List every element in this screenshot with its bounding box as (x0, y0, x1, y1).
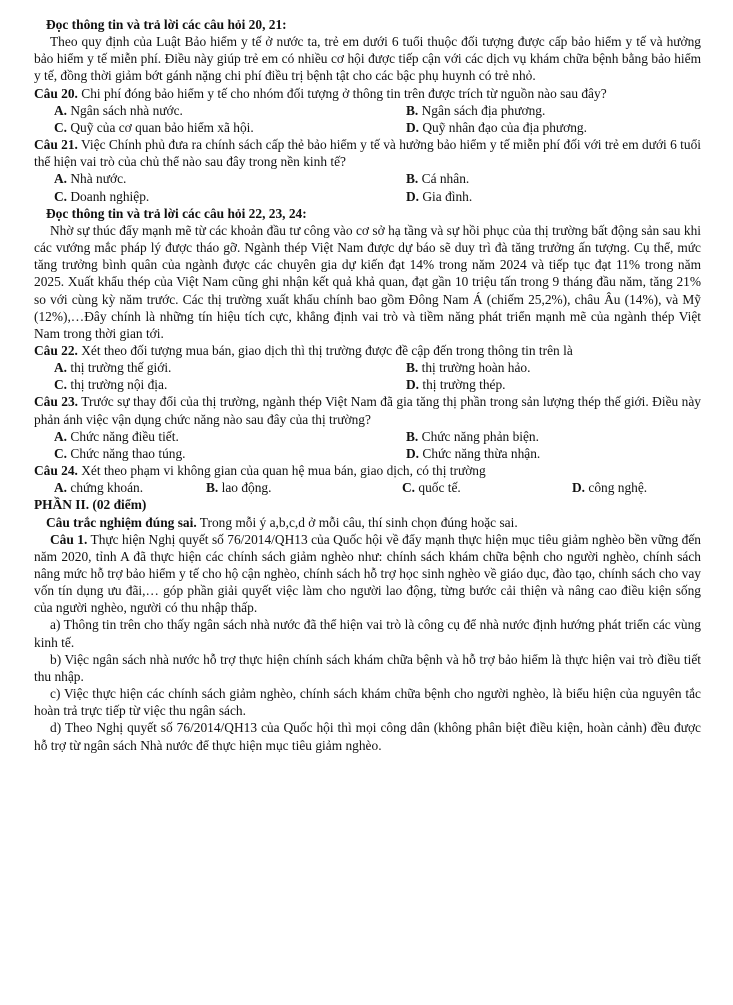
question-20-label: Câu 20. (34, 85, 78, 101)
option-c: C. Quỹ của cơ quan bảo hiểm xã hội. (54, 119, 254, 135)
question-22-text: Xét theo đối tượng mua bán, giao dịch thì thị trường được đề cập đến trong thông tin trên là (81, 342, 573, 358)
question-20-options (34, 102, 701, 136)
option-b: B. Cá nhân. (406, 171, 470, 187)
question-20-text: Chi phí đóng bảo hiểm y tế cho nhóm đối tượng ở thông tin trên được trích từ nguồn nào sau đây? (81, 85, 607, 101)
question-21 (34, 136, 701, 170)
option-b: B. Chức năng phản biện. (406, 428, 539, 444)
question-21-options (34, 170, 701, 204)
option-a: A. chứng khoán. (54, 480, 144, 496)
question-22-options (34, 359, 701, 393)
question-21-label: Câu 21. (34, 137, 78, 153)
option-b: B. thị trường hoàn hảo. (406, 360, 531, 376)
option-a: A. Chức năng điều tiết. (54, 428, 179, 444)
part2-title: PHẦN II. (02 điểm) (34, 497, 147, 513)
question-23 (34, 393, 701, 427)
option-c: C. Chức năng thao túng. (54, 445, 186, 461)
option-d: D. Quỹ nhân đạo của địa phương. (406, 119, 587, 135)
option-d: D. Gia đình. (406, 188, 473, 204)
part2-instruction (34, 514, 701, 531)
option-c: C. thị trường nội địa. (54, 377, 168, 393)
question-22-label: Câu 22. (34, 342, 78, 358)
option-c: C. quốc tế. (402, 480, 461, 496)
option-b: B. Ngân sách địa phương. (406, 102, 546, 118)
section1-heading: Đọc thông tin và trả lời các câu hỏi 20, 21: (46, 17, 287, 32)
statement-d: d) Theo Nghị quyết số 76/2014/QH13 của Quốc hội thì mọi công dân (không phân biệt điều kiện, hoàn cảnh) đều được hỗ trợ từ ngân sách Nhà nước để thực hiện mục tiêu giảm nghèo. (34, 720, 701, 753)
option-d: D. Chức năng thừa nhận. (406, 445, 541, 461)
question-24-text: Xét theo phạm vi không gian của quan hệ mua bán, giao dịch, có thị trường (81, 463, 486, 479)
option-d: D. thị trường thép. (406, 377, 506, 393)
statement-c: c) Việc thực hiện các chính sách giảm nghèo, chính sách khám chữa bệnh cho người nghèo, là biểu hiện của nguyên tắc hoàn trả trực tiếp từ việc thu ngân sách. (34, 686, 701, 719)
question-22 (34, 342, 701, 359)
question-24-options (34, 479, 701, 496)
question-23-label: Câu 23. (34, 394, 79, 410)
option-a: A. thị trường thế giới. (54, 360, 172, 376)
section1-passage: Theo quy định của Luật Bảo hiểm y tế ở nước ta, trẻ em dưới 6 tuổi thuộc đối tượng được cấp bảo hiểm y tế và hưởng bảo hiểm y tế miễn phí. Điều này giúp trẻ em có nhiều cơ hội được tiếp cận với các dịch vụ khám chữa bệnh bằng bảo hiểm y tế, đồng thời giảm bớt gánh nặng chi phí điều trị bệnh tật cho các bậc phụ huynh có trẻ nhỏ. (34, 34, 701, 84)
option-a: A. Nhà nước. (54, 171, 127, 187)
question-23-text: Trước sự thay đổi của thị trường, ngành thép Việt Nam đã gia tăng thị phần trong sản lượng thép thế giới. Điều này phản ánh việc vận dụng chức năng nào sau đây của thị trường? (34, 394, 702, 427)
option-a: A. Ngân sách nhà nước. (54, 102, 183, 118)
option-c: C. Doanh nghiệp. (54, 188, 150, 204)
option-d: D. công nghệ. (572, 480, 648, 496)
section2-heading: Đọc thông tin và trả lời các câu hỏi 22, 23, 24: (46, 205, 307, 221)
question-24-label: Câu 24. (34, 463, 78, 479)
question-21-text: Việc Chính phủ đưa ra chính sách cấp thẻ bảo hiểm y tế và hưởng bảo hiểm y tế miễn phí đối với trẻ em dưới 6 tuổi thể hiện vai trò của chủ thể nào sau đây trong nền kinh tế? (34, 137, 702, 170)
statement-a: a) Thông tin trên cho thấy ngân sách nhà nước đã thể hiện vai trò là công cụ để nhà nước định hướng phát triển các vùng kinh tế. (34, 617, 701, 650)
option-b: B. lao động. (206, 480, 272, 496)
part2-question-1 (34, 531, 701, 617)
question-24 (34, 462, 701, 479)
question-20 (34, 85, 701, 102)
part2-instruction-rest: Trong mỗi ý a,b,c,d ở mỗi câu, thí sinh chọn đúng hoặc sai. (199, 514, 518, 530)
part2-instruction-bold: Câu trắc nghiệm đúng sai. (46, 514, 197, 530)
part2-question-1-label: Câu 1. (50, 531, 88, 547)
part2-question-1-text: Thực hiện Nghị quyết số 76/2014/QH13 của Quốc hội về đẩy mạnh thực hiện mục tiêu giảm nghèo bền vững đến năm 2020, tỉnh A đã thực hiện các chính sách giảm nghèo như: chính sách khám chữa bệnh cho người nghèo, chính sách nâng mức hỗ trợ bảo hiểm y tế cho hộ cận nghèo, chính sách hỗ trợ học sinh nghèo về giáo dục, đào tạo, chính sách cho vay vốn tín dụng ưu đãi,… góp phần giải quyết việc làm cho người lao động, từng bước cải thiện và nâng cao điều kiện sống của người nghèo, người có thu nhập thấp. (34, 531, 701, 616)
section2-passage: Nhờ sự thúc đẩy mạnh mẽ từ các khoản đầu tư công vào cơ sở hạ tầng và sự hồi phục của thị trường bất động sản sau khi các vướng mắc pháp lý được tháo gỡ. Ngành thép Việt Nam được dự báo sẽ duy trì đà tăng trưởng ấn tượng. Cụ thể, mức tăng trưởng bình quân của ngành được các chuyên gia dự kiến đạt 14% trong năm 2024 và tiếp tục đạt 11% trong năm 2025. Xuất khẩu thép của Việt Nam cũng ghi nhận kết quả khả quan, đạt gần 10 triệu tấn trong 9 tháng đầu năm, tăng 21% so với cùng kỳ năm trước. Các thị trường xuất khẩu chính bao gồm Đông Nam Á (chiếm 25,2%), châu Âu (14%), và Mỹ (12%),…Đây chính là những tín hiệu tích cực, khẳng định vai trò và tiềm năng phát triển mạnh mẽ của ngành thép Việt Nam trong thời gian tới. (34, 222, 701, 341)
question-23-options (34, 428, 701, 462)
statement-b: b) Việc ngân sách nhà nước hỗ trợ thực hiện chính sách khám chữa bệnh và hỗ trợ bảo hiểm là thực hiện vai trò điều tiết thu nhập. (34, 651, 701, 684)
